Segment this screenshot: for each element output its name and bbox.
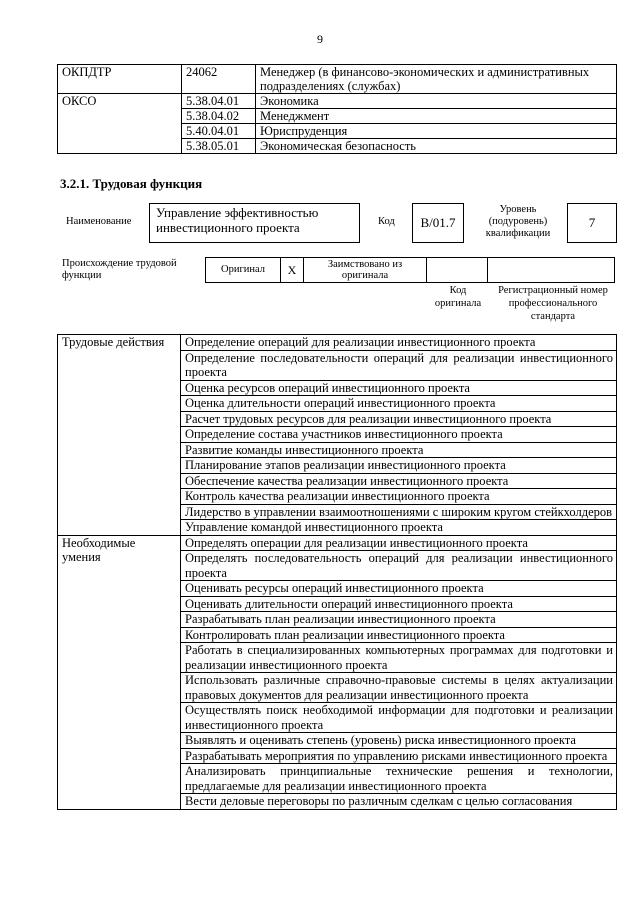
list-item: Определять операции для реализации инвестиционного проекта (181, 535, 617, 551)
list-item: Определение последовательности операций для реализации инвестиционного проекта (181, 350, 617, 380)
reg-number-label: Регистрационный номер профессионального стандарта (498, 285, 608, 322)
list-item: Лидерство в управлении взаимоотношениями с широким кругом стейкхолдеров (181, 504, 617, 520)
code-original-label: Код оригинала (434, 285, 482, 309)
classifier-title: Экономика (256, 94, 617, 109)
labor-actions-header: Трудовые действия (58, 335, 181, 536)
list-item: Расчет трудовых ресурсов для реализации инвестиционного проекта (181, 411, 617, 427)
list-item: Оценка ресурсов операций инвестиционного проекта (181, 380, 617, 396)
table-row (58, 335, 617, 351)
list-item: Использовать различные справочно-правовые системы в целях актуализации правовых документов для реализации инвестиционного проекта (181, 673, 617, 703)
skills-header: Необходимые умения (58, 535, 181, 809)
table-row (58, 94, 617, 109)
list-item: Контролировать план реализации инвестиционного проекта (181, 627, 617, 643)
table-row (58, 65, 617, 94)
list-item: Планирование этапов реализации инвестиционного проекта (181, 458, 617, 474)
skills-section (58, 535, 617, 809)
labor-actions-section (58, 335, 617, 536)
origin-table (205, 257, 615, 283)
name-label: Наименование (66, 216, 132, 227)
table-row (58, 535, 617, 551)
list-item: Развитие команды инвестиционного проекта (181, 442, 617, 458)
list-item: Вести деловые переговоры по различным сделкам с целью согласования (181, 794, 617, 810)
list-item: Выявлять и оценивать степень (уровень) риска инвестиционного проекта (181, 733, 617, 749)
page-number: 9 (317, 32, 323, 46)
list-item: Разрабатывать план реализации инвестиционного проекта (181, 612, 617, 628)
code-original-cell (427, 258, 488, 283)
classifier-title: Юриспруденция (256, 124, 617, 139)
classifier-code: 5.38.05.01 (182, 139, 256, 154)
classifier-name: ОКПДТР (58, 65, 182, 94)
classification-table (57, 64, 617, 154)
classifier-title: Менеджмент (256, 109, 617, 124)
reg-number-cell (488, 258, 615, 283)
classifier-code: 5.40.04.01 (182, 124, 256, 139)
list-item: Оценка длительности операций инвестиционного проекта (181, 396, 617, 412)
list-item: Осуществлять поиск необходимой информации для подготовки и реализации инвестиционного проекта (181, 703, 617, 733)
original-mark: X (281, 258, 304, 283)
code-label: Код (378, 216, 395, 227)
list-item: Работать в специализированных компьютерных программах для подготовки и реализации инвестиционного проекта (181, 643, 617, 673)
classifier-code: 5.38.04.02 (182, 109, 256, 124)
list-item: Оценивать ресурсы операций инвестиционного проекта (181, 581, 617, 597)
list-item: Обеспечение качества реализации инвестиционного проекта (181, 473, 617, 489)
labor-function-table (57, 334, 617, 810)
table-row (206, 258, 615, 283)
original-label: Оригинал (206, 258, 281, 283)
classifier-title: Менеджер (в финансово-экономических и административных подразделениях (службах) (256, 65, 617, 94)
list-item: Управление командой инвестиционного проекта (181, 520, 617, 536)
list-item: Разрабатывать мероприятия по управлению рисками инвестиционного проекта (181, 748, 617, 764)
qualification-level-field: 7 (567, 203, 617, 243)
list-item: Оценивать длительности операций инвестиционного проекта (181, 596, 617, 612)
origin-label: Происхождение трудовой функции (62, 258, 177, 281)
function-code-field: B/01.7 (412, 203, 464, 243)
function-name-field: Управление эффективностью инвестиционного проекта (149, 203, 360, 243)
qualification-level-label: Уровень (подуровень) квалификации (485, 204, 551, 239)
classifier-title: Экономическая безопасность (256, 139, 617, 154)
list-item: Определение состава участников инвестиционного проекта (181, 427, 617, 443)
section-heading: 3.2.1. Трудовая функция (60, 176, 203, 191)
classifier-name: ОКСО (58, 94, 182, 154)
borrowed-label: Заимствовано из оригинала (304, 258, 427, 283)
list-item: Определение операций для реализации инвестиционного проекта (181, 335, 617, 351)
classifier-code: 5.38.04.01 (182, 94, 256, 109)
classifier-code: 24062 (182, 65, 256, 94)
list-item: Контроль качества реализации инвестиционного проекта (181, 489, 617, 505)
list-item: Определять последовательность операций для реализации инвестиционного проекта (181, 551, 617, 581)
list-item: Анализировать принципиальные технические решения и технологии, предлагаемые для реализации инвестиционного проекта (181, 764, 617, 794)
